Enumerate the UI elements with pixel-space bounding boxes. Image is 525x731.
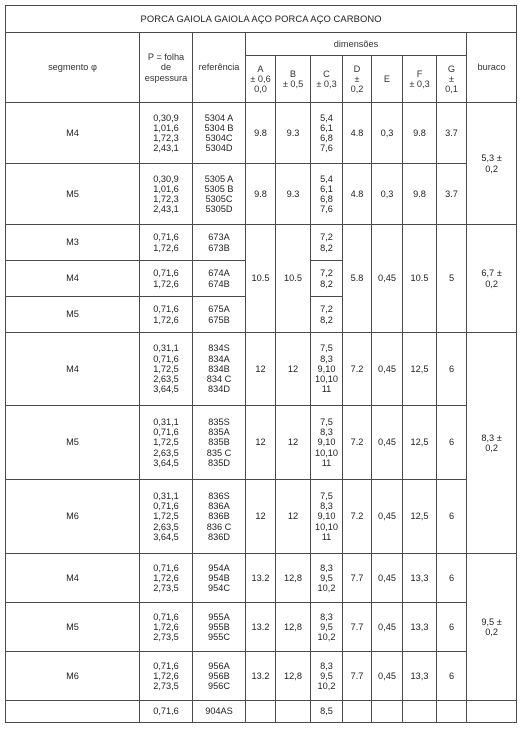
- table-title: PORCA GAIOLA GAIOLA AÇO PORCA AÇO CARBONO: [6, 6, 517, 33]
- hole-cell: [467, 701, 517, 723]
- segment-cell: M6: [6, 652, 140, 701]
- table-row: [6, 333, 517, 406]
- dim-b-cell: 12,8: [276, 554, 311, 603]
- dim-e-cell: 0,3: [372, 164, 403, 225]
- table-row: [6, 164, 517, 225]
- dim-c-cell: 8,3 9,5 10,2: [311, 652, 343, 701]
- dim-f-cell: 12,5: [403, 333, 437, 406]
- hole-cell: 5,3 ± 0,2: [467, 103, 517, 225]
- segment-cell: M5: [6, 406, 140, 480]
- dim-b-cell: 12: [276, 480, 311, 554]
- table-row: [6, 554, 517, 603]
- header-dimensions: dimensões: [246, 33, 467, 56]
- dim-g-cell: 6: [437, 480, 467, 554]
- header-dim-e: E: [372, 56, 403, 103]
- dim-a-cell: 9.8: [246, 164, 276, 225]
- thickness-cell: 0,71,6 1,72,6 2,73,5: [140, 603, 193, 652]
- thickness-cell: 0,31,1 0,71,6 1,72,5 2,63,5 3,64,5: [140, 333, 193, 406]
- dim-a-cell: [246, 701, 276, 723]
- header-dim-f: F ± 0,3: [403, 56, 437, 103]
- reference-cell: 954A 954B 954C: [193, 554, 246, 603]
- dim-e-cell: 0,45: [372, 225, 403, 333]
- hole-cell: 8,3 ± 0,2: [467, 333, 517, 554]
- thickness-cell: 0,31,1 0,71,6 1,72,5 2,63,5 3,64,5: [140, 480, 193, 554]
- segment-cell: M5: [6, 164, 140, 225]
- dim-f-cell: 12,5: [403, 480, 437, 554]
- dim-a-cell: 12: [246, 480, 276, 554]
- dim-e-cell: 0,45: [372, 480, 403, 554]
- dim-g-cell: 6: [437, 406, 467, 480]
- table-row: [6, 103, 517, 164]
- header-sheet-thickness: P = folha de espessura: [140, 33, 193, 103]
- table-row: [6, 652, 517, 701]
- dim-c-cell: 5,4 6,1 6,8 7,6: [311, 164, 343, 225]
- table-row: [6, 701, 517, 723]
- dim-a-cell: 9.8: [246, 103, 276, 164]
- dim-b-cell: 12: [276, 406, 311, 480]
- thickness-cell: 0,71,6 1,72,6: [140, 225, 193, 261]
- reference-cell: 5304 A 5304 B 5304C 5304D: [193, 103, 246, 164]
- dim-b-cell: 9.3: [276, 164, 311, 225]
- header-hole: buraco: [467, 33, 517, 103]
- dim-c-cell: 7,5 8,3 9,10 10,10 11: [311, 480, 343, 554]
- reference-cell: 834S 834A 834B 834 C 834D: [193, 333, 246, 406]
- reference-cell: 5305 A 5305 B 5305C 5305D: [193, 164, 246, 225]
- segment-cell: M4: [6, 554, 140, 603]
- dim-d-cell: 7.2: [343, 406, 372, 480]
- dim-f-cell: 9.8: [403, 164, 437, 225]
- header-dim-c: C ± 0,3: [311, 56, 343, 103]
- header-dim-b: B ± 0,5: [276, 56, 311, 103]
- dim-e-cell: 0,45: [372, 406, 403, 480]
- dim-d-cell: 4.8: [343, 164, 372, 225]
- dim-a-cell: 12: [246, 333, 276, 406]
- dim-c-cell: 7,2 8,2: [311, 297, 343, 333]
- dim-b-cell: [276, 701, 311, 723]
- segment-cell: M4: [6, 333, 140, 406]
- dim-c-cell: 7,2 8,2: [311, 225, 343, 261]
- dim-d-cell: 7.2: [343, 480, 372, 554]
- dim-c-cell: 8,3 9,5 10,2: [311, 554, 343, 603]
- reference-cell: 836S 836A 836B 836 C 836D: [193, 480, 246, 554]
- segment-cell: M3: [6, 225, 140, 261]
- dim-f-cell: 13,3: [403, 603, 437, 652]
- reference-cell: 835S 835A 835B 835 C 835D: [193, 406, 246, 480]
- dim-d-cell: 7.7: [343, 603, 372, 652]
- dim-a-cell: 13.2: [246, 652, 276, 701]
- reference-cell: 673A 673B: [193, 225, 246, 261]
- reference-cell: 955A 955B 955C: [193, 603, 246, 652]
- dim-g-cell: 6: [437, 652, 467, 701]
- dim-c-cell: 7,2 8,2: [311, 261, 343, 297]
- dim-e-cell: 0,45: [372, 333, 403, 406]
- dim-e-cell: 0,45: [372, 652, 403, 701]
- segment-cell: M5: [6, 297, 140, 333]
- reference-cell: 674A 674B: [193, 261, 246, 297]
- dim-d-cell: [343, 701, 372, 723]
- reference-cell: 904AS: [193, 701, 246, 723]
- thickness-cell: 0,30,9 1,01,6 1,72,3 2,43,1: [140, 103, 193, 164]
- dim-e-cell: [372, 701, 403, 723]
- thickness-cell: 0,71,6 1,72,6: [140, 297, 193, 333]
- segment-cell: M4: [6, 261, 140, 297]
- dim-e-cell: 0,45: [372, 603, 403, 652]
- hole-cell: 6,7 ± 0,2: [467, 225, 517, 333]
- header-dim-a: A ± 0,6 0,0: [246, 56, 276, 103]
- dim-f-cell: 13,3: [403, 554, 437, 603]
- dim-b-cell: 12: [276, 333, 311, 406]
- thickness-cell: 0,71,6: [140, 701, 193, 723]
- dim-c-cell: 5,4 6,1 6,8 7,6: [311, 103, 343, 164]
- thickness-cell: 0,71,6 1,72,6 2,73,5: [140, 554, 193, 603]
- header-dim-g: G ± 0,1: [437, 56, 467, 103]
- dim-b-cell: 9.3: [276, 103, 311, 164]
- dim-b-cell: 12,8: [276, 603, 311, 652]
- reference-cell: 675A 675B: [193, 297, 246, 333]
- thickness-cell: 0,71,6 1,72,6 2,73,5: [140, 652, 193, 701]
- dim-g-cell: 6: [437, 333, 467, 406]
- table-row: [6, 480, 517, 554]
- dim-e-cell: 0,3: [372, 103, 403, 164]
- dim-f-cell: 9.8: [403, 103, 437, 164]
- segment-cell: M6: [6, 480, 140, 554]
- dim-a-cell: 12: [246, 406, 276, 480]
- dim-a-cell: 13.2: [246, 554, 276, 603]
- dim-g-cell: [437, 701, 467, 723]
- dim-f-cell: [403, 701, 437, 723]
- dim-c-cell: 8,5: [311, 701, 343, 723]
- dim-d-cell: 5.8: [343, 225, 372, 333]
- dim-g-cell: 5: [437, 225, 467, 333]
- dim-c-cell: 7,5 8,3 9,10 10,10 11: [311, 406, 343, 480]
- dim-c-cell: 8,3 9,5 10,2: [311, 603, 343, 652]
- reference-cell: 956A 956B 956C: [193, 652, 246, 701]
- dim-a-cell: 10.5: [246, 225, 276, 333]
- header-reference: referência: [193, 33, 246, 103]
- dim-d-cell: 7.7: [343, 554, 372, 603]
- table-row: [6, 406, 517, 480]
- dim-f-cell: 12,5: [403, 406, 437, 480]
- header-dim-d: D ± 0,2: [343, 56, 372, 103]
- dim-d-cell: 7.2: [343, 333, 372, 406]
- thickness-cell: 0,30,9 1,01,6 1,72,3 2,43,1: [140, 164, 193, 225]
- dim-f-cell: 10.5: [403, 225, 437, 333]
- header-segment: segmento φ: [6, 33, 140, 103]
- cage-nut-spec-table: [5, 5, 517, 723]
- table-row: [6, 225, 517, 261]
- dim-g-cell: 6: [437, 554, 467, 603]
- dim-a-cell: 13.2: [246, 603, 276, 652]
- table-row: [6, 603, 517, 652]
- dim-g-cell: 6: [437, 603, 467, 652]
- dim-d-cell: 7.7: [343, 652, 372, 701]
- segment-cell: [6, 701, 140, 723]
- dim-g-cell: 3.7: [437, 103, 467, 164]
- segment-cell: M5: [6, 603, 140, 652]
- dim-d-cell: 4.8: [343, 103, 372, 164]
- dim-c-cell: 7,5 8,3 9,10 10,10 11: [311, 333, 343, 406]
- hole-cell: 9,5 ± 0,2: [467, 554, 517, 701]
- dim-b-cell: 12,8: [276, 652, 311, 701]
- dim-g-cell: 3.7: [437, 164, 467, 225]
- segment-cell: M4: [6, 103, 140, 164]
- thickness-cell: 0,31,1 0,71,6 1,72,5 2,63,5 3,64,5: [140, 406, 193, 480]
- dim-b-cell: 10.5: [276, 225, 311, 333]
- thickness-cell: 0,71,6 1,72,6: [140, 261, 193, 297]
- dim-f-cell: 13,3: [403, 652, 437, 701]
- spec-table-container: [5, 5, 516, 723]
- dim-e-cell: 0,45: [372, 554, 403, 603]
